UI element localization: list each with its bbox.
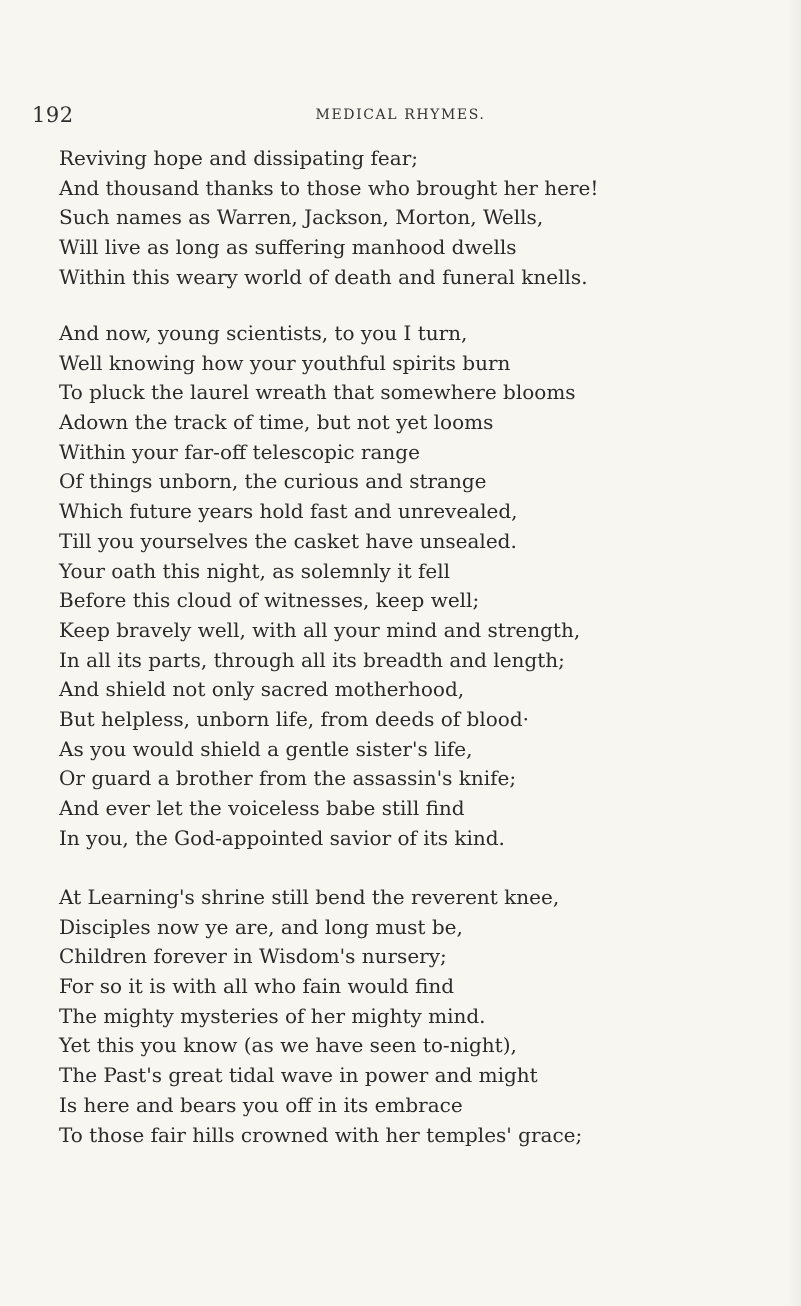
verse-line: Your oath this night, as solemnly it fell [59,558,450,583]
verse-line: In you, the God-appointed savior of its kind. [59,825,505,850]
verse-line: As you would shield a gentle sister's life, [59,736,473,761]
verse-line: Before this cloud of witnesses, keep well; [59,588,480,613]
verse-line: Yet this you know (as we have seen to-night), [59,1033,517,1058]
verse-line: Keep bravely well, with all your mind and strength, [59,617,581,642]
verse-line: The Past's great tidal wave in power and might [59,1063,538,1088]
verse-line: Will live as long as suffering manhood dwells [59,235,517,260]
verse-line: But helpless, unborn life, from deeds of blood· [59,706,529,731]
verse-line: And now, young scientists, to you I turn, [59,321,468,345]
verse-line: Such names as Warren, Jackson, Morton, Wells, [59,205,544,230]
verse-line: Within this weary world of death and funeral knells. [59,264,588,289]
verse-line: Children forever in Wisdom's nursery; [59,944,447,969]
verse-line: Within your far-off telescopic range [59,439,420,464]
page-number: 192 [32,103,74,127]
stanza [59,319,580,853]
verse-line: Till you yourselves the casket have unsealed. [59,528,517,553]
stanza [59,883,582,1150]
verse-line: The mighty mysteries of her mighty mind. [59,1003,486,1028]
verse-line: And ever let the voiceless babe still find [59,796,465,820]
verse-line: Reviving hope and dissipating fear; [59,146,418,170]
verse-line: At Learning's shrine still bend the reverent knee, [59,885,560,909]
verse-line: Disciples now ye are, and long must be, [59,914,463,939]
verse-line: And shield not only sacred motherhood, [59,677,465,702]
running-title: MEDICAL RHYMES. [315,107,486,123]
verse-line: And thousand thanks to those who brought her here! [59,175,599,200]
verse-line: To pluck the laurel wreath that somewhere blooms [59,380,576,405]
verse-line: To those fair hills crowned with her temples' grace; [59,1122,583,1147]
verse-line: Of things unborn, the curious and strange [59,469,487,494]
stanza [59,144,598,292]
verse-line: Well knowing how your youthful spirits burn [59,350,511,375]
verse-line: Which future years hold fast and unrevealed, [59,499,518,524]
verse-line: For so it is with all who fain would find [59,974,455,999]
verse-line: Or guard a brother from the assassin's knife; [59,766,517,791]
verse-line: Adown the track of time, but not yet looms [59,410,494,435]
verse-line: Is here and bears you off in its embrace [59,1092,463,1117]
verse-line: In all its parts, through all its breadth and length; [59,647,565,672]
